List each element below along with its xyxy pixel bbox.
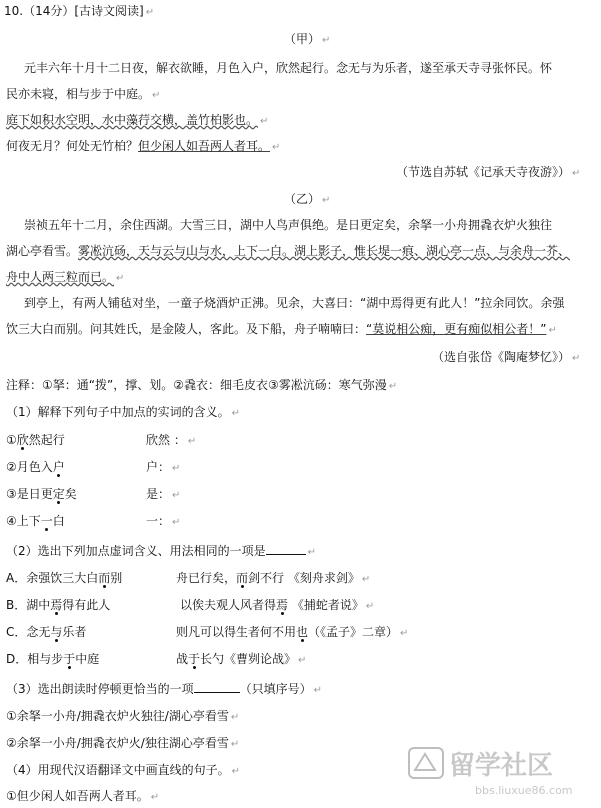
q2-option-c-compare: 则凡可以得生者何不用也（《孟子》二章） ↵ (176, 625, 409, 639)
q4-item: ①但少闲人如吾两人者耳。 ↵ (6, 789, 160, 803)
q1-answer-term: 是： ↵ (146, 487, 181, 501)
q1-item: ②月色入户 (6, 460, 65, 474)
watermark-url: bbs.liuxue86.com (475, 784, 573, 797)
passage-b-paragraph-2-cont: 饮三大白而别。问其姓氏，是金陵人，客此。及下船，舟子喃喃曰：“莫说相公痴，更有痴似相公者！” ↵ (6, 322, 557, 336)
q2-option-d-compare: 战于长勺《曹刿论战》 ↵ (176, 652, 307, 666)
q1-item: ③是日更定矣 (6, 487, 77, 501)
q1-item: ①欣然起行 (6, 433, 65, 447)
passage-b-label: （乙） ↵ (284, 192, 331, 206)
q1-answer-term: 一： ↵ (146, 514, 181, 528)
underlined-sentence: 但少闲人如吾两人者耳。 (138, 139, 271, 153)
q2-option-d: D．相与步于中庭 (6, 652, 100, 666)
q2-option-a: A．余强饮三大白而别 (6, 571, 123, 585)
paragraph-mark-icon: ↵ (145, 7, 155, 18)
q3-option: ①余拏一小舟/拥毳衣炉火独往/湖心亭看雪 ↵ (6, 709, 240, 723)
q3-option: ②余拏一小舟/拥毳衣炉火/独往湖心亭看雪 ↵ (6, 736, 240, 750)
q2-option-b-compare: 以俟夫观人风者得焉 《捕蛇者说》 ↵ (180, 598, 375, 612)
q4-prompt: （4）用现代汉语翻译文中画直线的句子。 ↵ (6, 763, 241, 777)
answer-blank[interactable] (194, 681, 240, 693)
passage-a-label: （甲） ↵ (284, 32, 331, 46)
passage-b-paragraph-1-cont: 湖心亭看雪。雾凇沆砀，天与云与山与水，上下一白。湖上影子，惟长堤一痕、湖心亭一点、与余舟一芥、 (6, 244, 571, 258)
answer-blank[interactable] (266, 543, 306, 555)
question-category: [古诗文阅读] (74, 4, 144, 18)
watermark-logo-icon (405, 744, 595, 800)
question-score: （14分） (23, 4, 75, 18)
passage-a-paragraph-1-cont: 民亦未寝，相与步于中庭。 ↵ (6, 87, 161, 101)
q2-option-b: B．湖中焉得有此人 (6, 598, 111, 612)
q1-prompt: （1）解释下列句子中加点的实词的含义。 ↵ (6, 405, 241, 419)
q2-option-c: C．念无与乐者 (6, 625, 87, 639)
watermark-logo-text: 留学社区 (449, 751, 554, 781)
passage-a-paragraph-1: 元丰六年十月十二日夜，解衣欲睡，月色入户，欣然起行。念无与为乐者，遂至承天寺寻张怀民。怀 (24, 61, 553, 75)
passage-a-paragraph-3: 何夜无月？何处无竹柏？但少闲人如吾两人者耳。 ↵ (6, 139, 281, 153)
passage-b-paragraph-1-end: 舟中人两三粒而已。 ↵ (6, 270, 125, 284)
passage-a-source: （节选自苏轼《记承天寺夜游》） ↵ (396, 165, 581, 179)
underlined-sentence: “莫说相公痴，更有痴似相公者！” (366, 322, 547, 336)
q1-answer-term: 户： ↵ (146, 460, 181, 474)
q1-item: ④上下一白 (6, 514, 65, 528)
q3-prompt: （3）选出朗读时停顿更恰当的一项 （只填序号） ↵ (6, 682, 323, 696)
q2-option-a-compare: 舟已行矣，而剑不行 《刻舟求剑》 ↵ (176, 571, 371, 585)
annotation-notes: 注释：①拏：通“拨”，撑、划。②毳衣：细毛皮衣③雾凇沆砀：寒气弥漫 ↵ (6, 378, 398, 392)
passage-b-source: （选自张岱《陶庵梦忆》） ↵ (432, 350, 581, 364)
passage-b-paragraph-2: 到亭上，有两人铺毡对坐，一童子烧酒炉正沸。见余，大喜曰：“湖中焉得更有此人！”拉余同饮。余强 (24, 296, 565, 310)
q1-answer-term: 欣然 ： ↵ (146, 433, 197, 447)
passage-b-paragraph-1: 崇祯五年十二月，余住西湖。大雪三日，湖中人鸟声俱绝。是日更定矣，余拏一小舟拥毳衣炉火独往 (24, 218, 553, 232)
question-number: 10. (4, 4, 24, 18)
passage-a-paragraph-2: 庭下如积水空明，水中藻荇交横，盖竹柏影也。 ↵ (6, 113, 269, 127)
q2-prompt: （2）选出下列加点虚词含义、用法相同的一项是 ↵ (6, 544, 317, 558)
question-header (4, 3, 154, 21)
site-watermark (405, 744, 595, 800)
